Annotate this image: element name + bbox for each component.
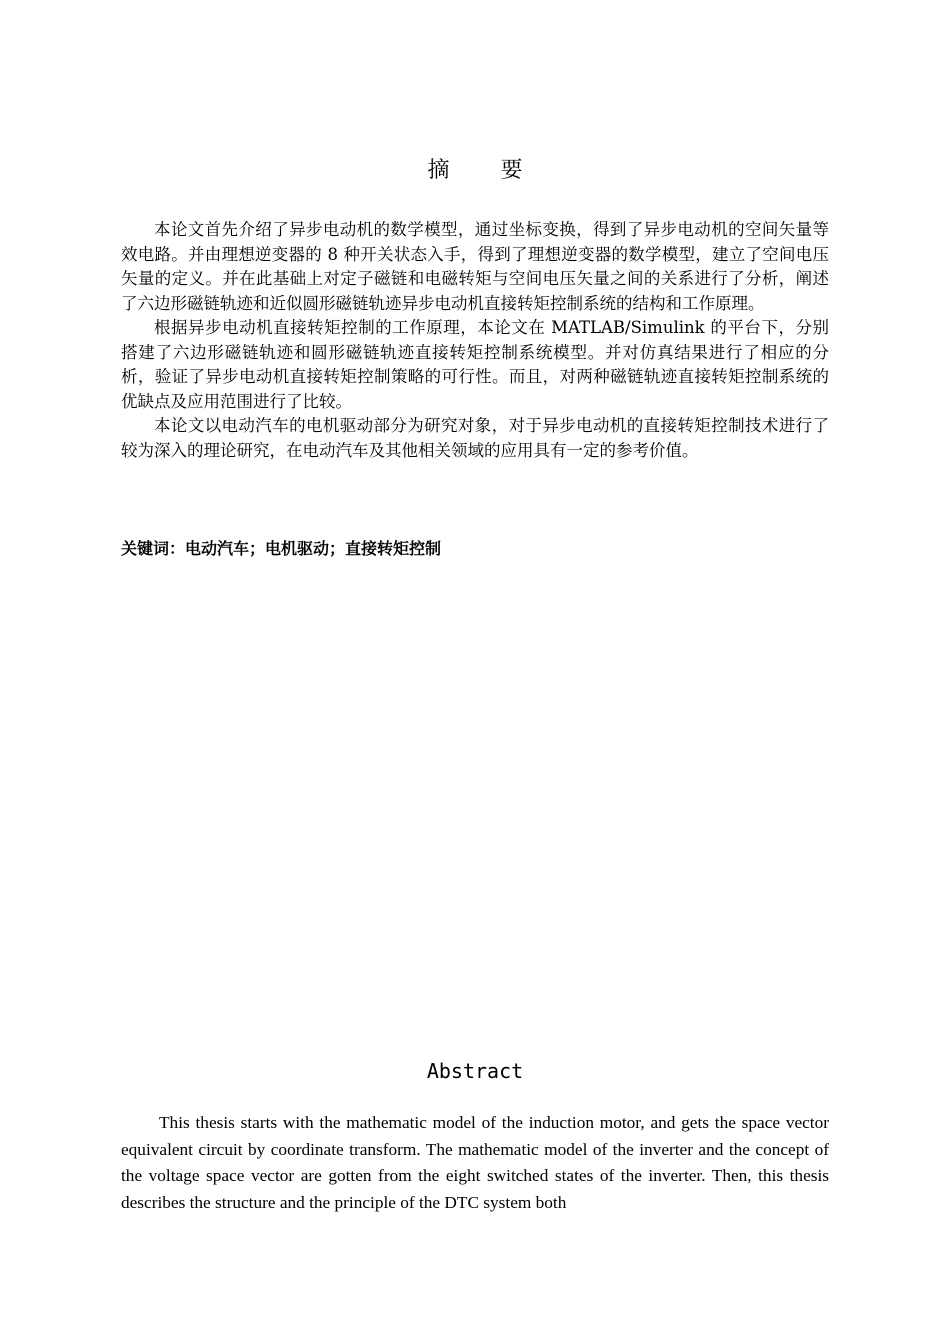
chinese-paragraph-3: 本论文以电动汽车的电机驱动部分为研究对象，对于异步电动机的直接转矩控制技术进行了较为深入的理论研究，在电动汽车及其他相关领域的应用具有一定的参考价值。: [121, 416, 829, 460]
english-paragraph-1: This thesis starts with the mathematic model of the induction motor, and gets the space vector equivalent circuit by coordinate transform. The mathematic model of the inverter and the concept of the voltage space vector are gotten from the eight switched states of the inverter. Then, this thesis describes the structure and the principle of the DTC system both: [121, 1113, 829, 1212]
chinese-paragraph-1: 本论文首先介绍了异步电动机的数学模型，通过坐标变换，得到了异步电动机的空间矢量等效电路。并由理想逆变器的 8 种开关状态入手，得到了理想逆变器的数学模型，建立了空间电压矢量的定义。并在此基础上对定子磁链和电磁转矩与空间电压矢量之间的关系进行了分析，阐述了六边形磁链轨迹和近似圆形磁链轨迹异步电动机直接转矩控制系统的结构和工作原理。: [121, 220, 829, 313]
chinese-abstract-title: 摘 要: [427, 158, 545, 183]
chinese-abstract-body: [121, 218, 829, 463]
english-abstract-body: [121, 1110, 829, 1216]
chinese-paragraph-2: 根据异步电动机直接转矩控制的工作原理，本论文在 MATLAB/Simulink 的平台下，分别搭建了六边形磁链轨迹和圆形磁链轨迹直接转矩控制系统模型。并对仿真结果进行了相应的分析，验证了异步电动机直接转矩控制策略的可行性。而且，对两种磁链轨迹直接转矩控制系统的优缺点及应用范围进行了比较。: [121, 318, 829, 411]
chinese-keywords: 关键词：电动汽车；电机驱动；直接转矩控制: [121, 539, 442, 558]
english-abstract-title: Abstract: [426, 1059, 524, 1083]
